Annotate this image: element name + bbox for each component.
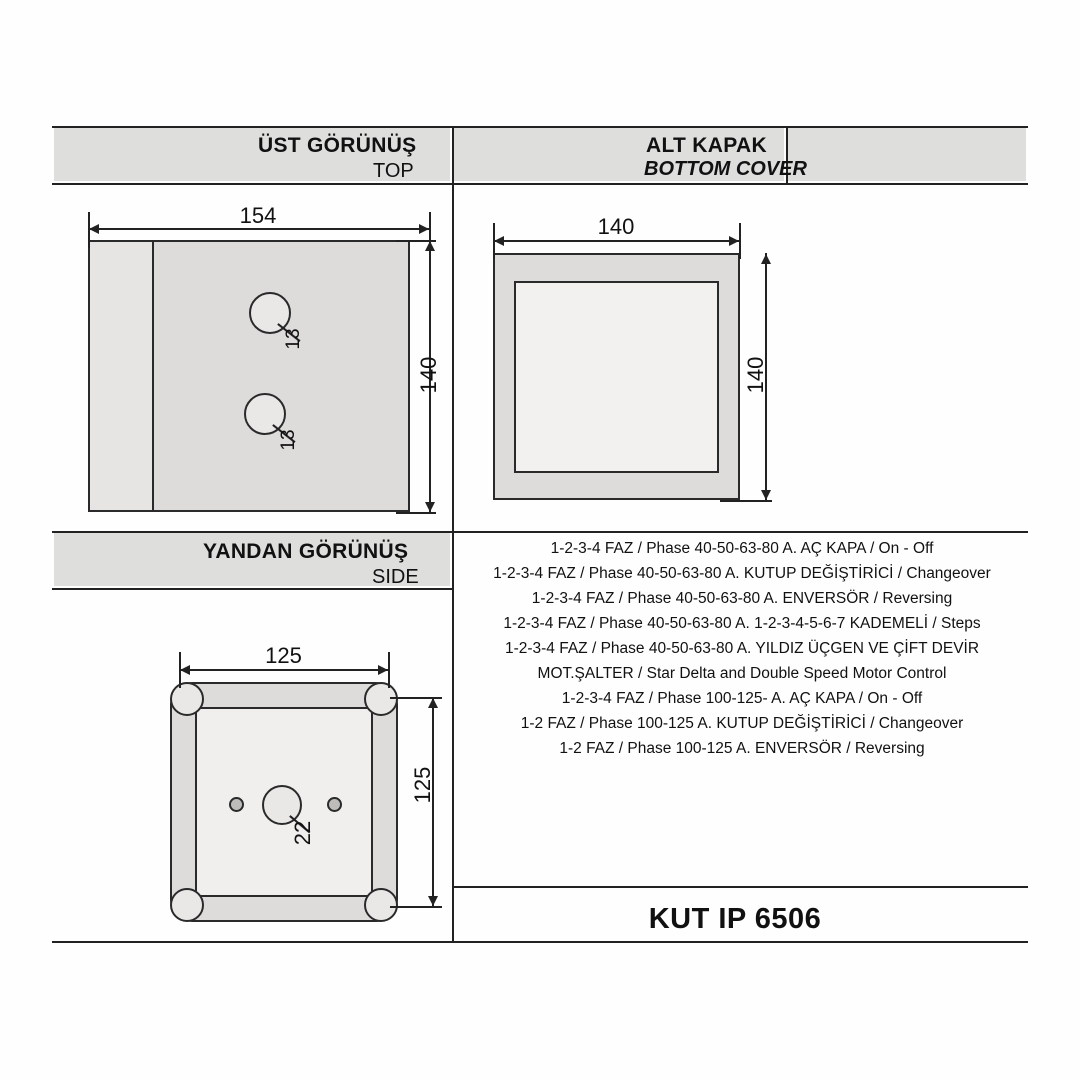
top-view-dim-height-tick-bottom bbox=[396, 512, 436, 514]
spec-item: 1-2 FAZ / Phase 100-125 A. ENVERSÖR / Reversing bbox=[559, 740, 925, 757]
panel-title-bottom-cover-en: BOTTOM COVER bbox=[644, 158, 807, 180]
spec-item: 1-2-3-4 FAZ / Phase 40-50-63-80 A. AÇ KAPA / On - Off bbox=[550, 540, 934, 557]
spec-item: 1-2-3-4 FAZ / Phase 40-50-63-80 A. YILDIZ ÜÇGEN VE ÇİFT DEVİR bbox=[504, 640, 980, 657]
top-view-dim-height-arrow-bottom bbox=[425, 502, 435, 512]
bottom-cover-inner bbox=[514, 281, 719, 473]
top-view-dim-width-label: 154 bbox=[239, 203, 277, 228]
model-code: KUT IP 6506 bbox=[648, 903, 822, 935]
bottom-cover-dim-height-arrow-top bbox=[761, 254, 771, 264]
panel-title-bottom-cover-tr: ALT KAPAK bbox=[646, 134, 767, 157]
frame-line-header-bottom bbox=[52, 183, 1028, 185]
bottom-cover-dim-width-label: 140 bbox=[597, 214, 635, 239]
top-view-dim-height-label: 140 bbox=[416, 356, 441, 394]
spec-item: 1-2-3-4 FAZ / Phase 40-50-63-80 A. ENVERSÖR / Reversing bbox=[531, 590, 953, 607]
panel-title-top-en: TOP bbox=[373, 160, 414, 182]
side-view-dim-height-label: 125 bbox=[410, 766, 435, 804]
side-view-boss-bottom-right bbox=[364, 888, 398, 922]
spec-item: 1-2-3-4 FAZ / Phase 100-125- A. AÇ KAPA / On - Off bbox=[561, 690, 923, 707]
side-view-boss-top-right bbox=[364, 682, 398, 716]
side-view-small-hole-right bbox=[327, 797, 342, 812]
side-view-dim-width-tick-right bbox=[388, 652, 390, 688]
side-view-dim-height-tick-bottom bbox=[390, 906, 442, 908]
side-view-dim-height-arrow-top bbox=[428, 698, 438, 708]
spec-item: 1-2-3-4 FAZ / Phase 40-50-63-80 A. KUTUP DEĞİŞTİRİCİ / Changeover bbox=[493, 565, 991, 582]
top-view-left-strip bbox=[88, 240, 154, 512]
bottom-cover-dim-height-label: 140 bbox=[743, 356, 768, 394]
spec-item: 1-2-3-4 FAZ / Phase 40-50-63-80 A. 1-2-3-4-5-6-7 KADEMELİ / Steps bbox=[503, 615, 981, 632]
top-view-dim-height-arrow-top bbox=[425, 241, 435, 251]
panel-title-side-tr: YANDAN GÖRÜNÜŞ bbox=[203, 540, 409, 563]
spec-item: 1-2 FAZ / Phase 100-125 A. KUTUP DEĞİŞTİRİCİ / Changeover bbox=[520, 715, 964, 732]
panel-title-top-tr: ÜST GÖRÜNÜŞ bbox=[258, 134, 417, 157]
side-view-small-hole-left bbox=[229, 797, 244, 812]
side-view-boss-top-left bbox=[170, 682, 204, 716]
side-view-dim-height-arrow-bottom bbox=[428, 896, 438, 906]
top-view-hole-upper-label: 13 bbox=[283, 328, 304, 350]
frame-line-bottom bbox=[52, 941, 1028, 943]
bottom-cover-dim-width-line bbox=[493, 240, 739, 242]
side-view-dim-width-line bbox=[179, 669, 388, 671]
frame-line-col-1 bbox=[452, 126, 454, 941]
bottom-cover-dim-height-tick-bottom bbox=[720, 500, 772, 502]
bottom-cover-dim-width-tick-right bbox=[739, 223, 741, 259]
panel-title-side-en: SIDE bbox=[372, 566, 419, 588]
band-right-header bbox=[788, 128, 1026, 181]
top-view-hole-lower-label: 13 bbox=[278, 429, 299, 451]
side-view-boss-bottom-left bbox=[170, 888, 204, 922]
side-view-center-hole-label: 22 bbox=[290, 820, 315, 846]
specification-list bbox=[452, 536, 1032, 761]
frame-line-model-top bbox=[452, 886, 1028, 888]
bottom-cover-dim-height-arrow-bottom bbox=[761, 490, 771, 500]
spec-item: MOT.ŞALTER / Star Delta and Double Speed Motor Control bbox=[537, 665, 947, 682]
side-view-dim-width-label: 125 bbox=[265, 643, 302, 668]
